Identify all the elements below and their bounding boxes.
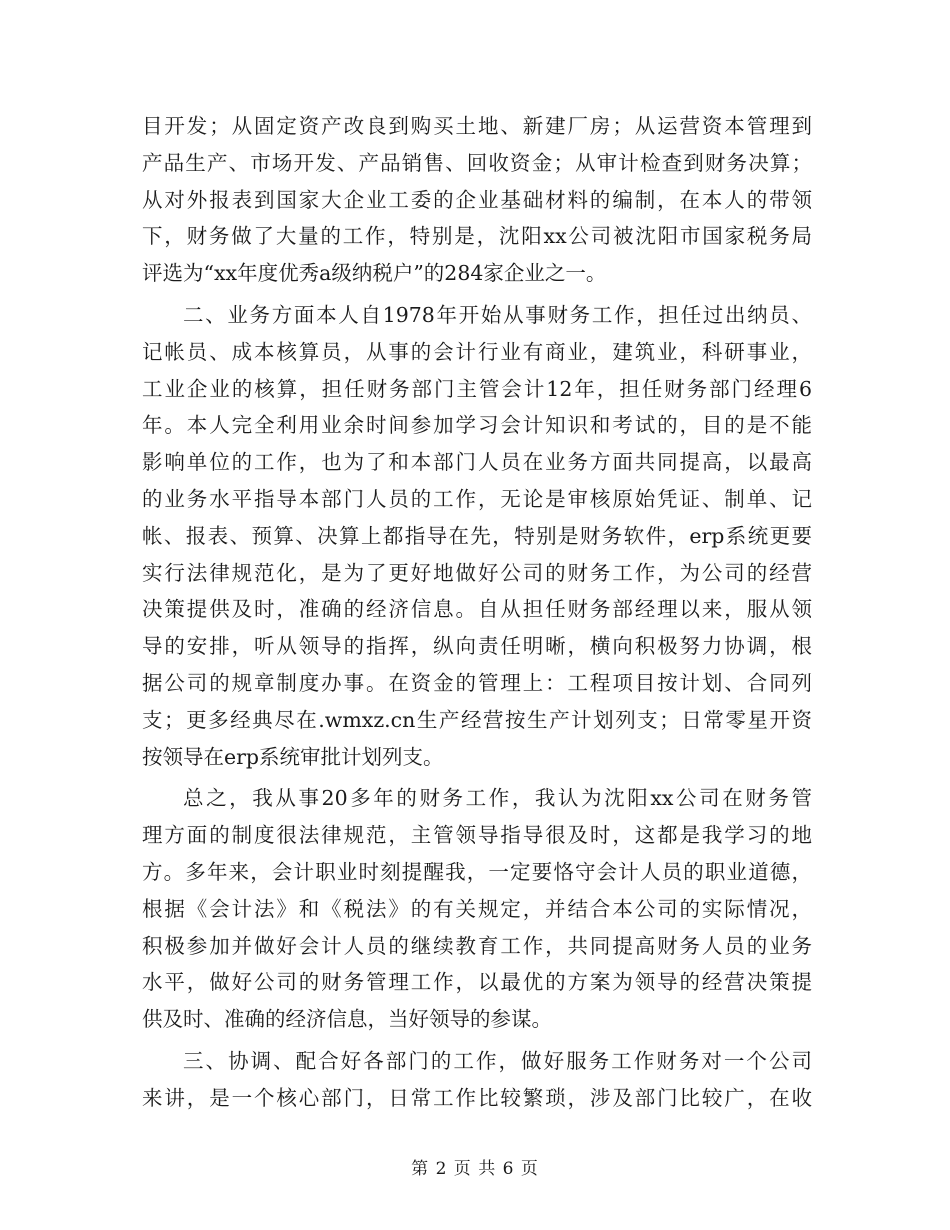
text-line: 来讲，是一个核心部门，日常工作比较繁琐，涉及部门比较广，在收 (142, 1085, 812, 1110)
text-line: 从对外报表到国家大企业工委的企业基础材料的编制，在本人的带领 (142, 187, 812, 212)
text-line: 二、业务方面本人自1978年开始从事财务工作，担任过出纳员、 (183, 302, 812, 327)
text-line: 决策提供及时，准确的经济信息。自从担任财务部经理以来，服从领 (142, 597, 812, 622)
paragraph (142, 108, 812, 292)
paragraph (142, 780, 812, 1038)
page-number-footer: 第 2 页 共 6 页 (411, 1159, 539, 1179)
text-line: 的业务水平指导本部门人员的工作，无论是审核原始凭证、制单、记 (142, 486, 812, 511)
text-line: 年。本人完全利用业余时间参加学习会计知识和考试的，目的是不能 (142, 413, 812, 438)
text-line: 方。多年来，会计职业时刻提醒我，一定要恪守会计人员的职业道德， (142, 859, 812, 884)
text-line: 记帐员、成本核算员，从事的会计行业有商业，建筑业，科研事业， (142, 339, 812, 364)
text-line: 下，财务做了大量的工作，特别是，沈阳xx公司被沈阳市国家税务局 (142, 224, 812, 249)
document-body (142, 108, 812, 1117)
text-line: 实行法律规范化，是为了更好地做好公司的财务工作，为公司的经营 (142, 560, 812, 585)
text-line: 支；更多经典尽在.wmxz.cn生产经营按生产计划列支；日常零星开资 (142, 707, 812, 732)
text-line: 供及时、准确的经济信息，当好领导的参谋。 (142, 1007, 552, 1032)
text-line: 导的安排，听从领导的指挥，纵向责任明晰，横向积极努力协调，根 (142, 634, 812, 659)
text-line: 目开发；从固定资产改良到购买土地、新建厂房；从运营资本管理到 (142, 114, 812, 138)
text-line: 按领导在erp系统审批计划列支。 (142, 744, 444, 769)
text-line: 根据《会计法》和《税法》的有关规定，并结合本公司的实际情况， (142, 896, 812, 921)
text-line: 积极参加并做好会计人员的继续教育工作，共同提高财务人员的业务 (142, 933, 812, 958)
text-line: 帐、报表、预算、决算上都指导在先，特别是财务软件，erp系统更要 (142, 523, 812, 548)
paragraph (142, 297, 812, 775)
text-line: 产品生产、市场开发、产品销售、回收资金；从审计检查到财务决算； (142, 150, 812, 175)
text-line: 三、协调、配合好各部门的工作，做好服务工作财务对一个公司 (183, 1048, 812, 1073)
text-line: 影响单位的工作，也为了和本部门人员在业务方面共同提高，以最高 (142, 450, 812, 475)
text-line: 水平，做好公司的财务管理工作，以最优的方案为领导的经营决策提 (142, 970, 812, 995)
text-line: 据公司的规章制度办事。在资金的管理上：工程项目按计划、合同列 (142, 670, 812, 695)
text-line: 评选为“xx年度优秀a级纳税户”的284家企业之一。 (142, 261, 607, 286)
text-line: 总之，我从事20多年的财务工作，我认为沈阳xx公司在财务管 (183, 786, 812, 811)
text-line: 工业企业的核算，担任财务部门主管会计12年，担任财务部门经理6 (142, 376, 812, 401)
paragraph (142, 1043, 812, 1117)
text-line: 理方面的制度很法律规范，主管领导指导很及时，这都是我学习的地 (142, 823, 812, 848)
